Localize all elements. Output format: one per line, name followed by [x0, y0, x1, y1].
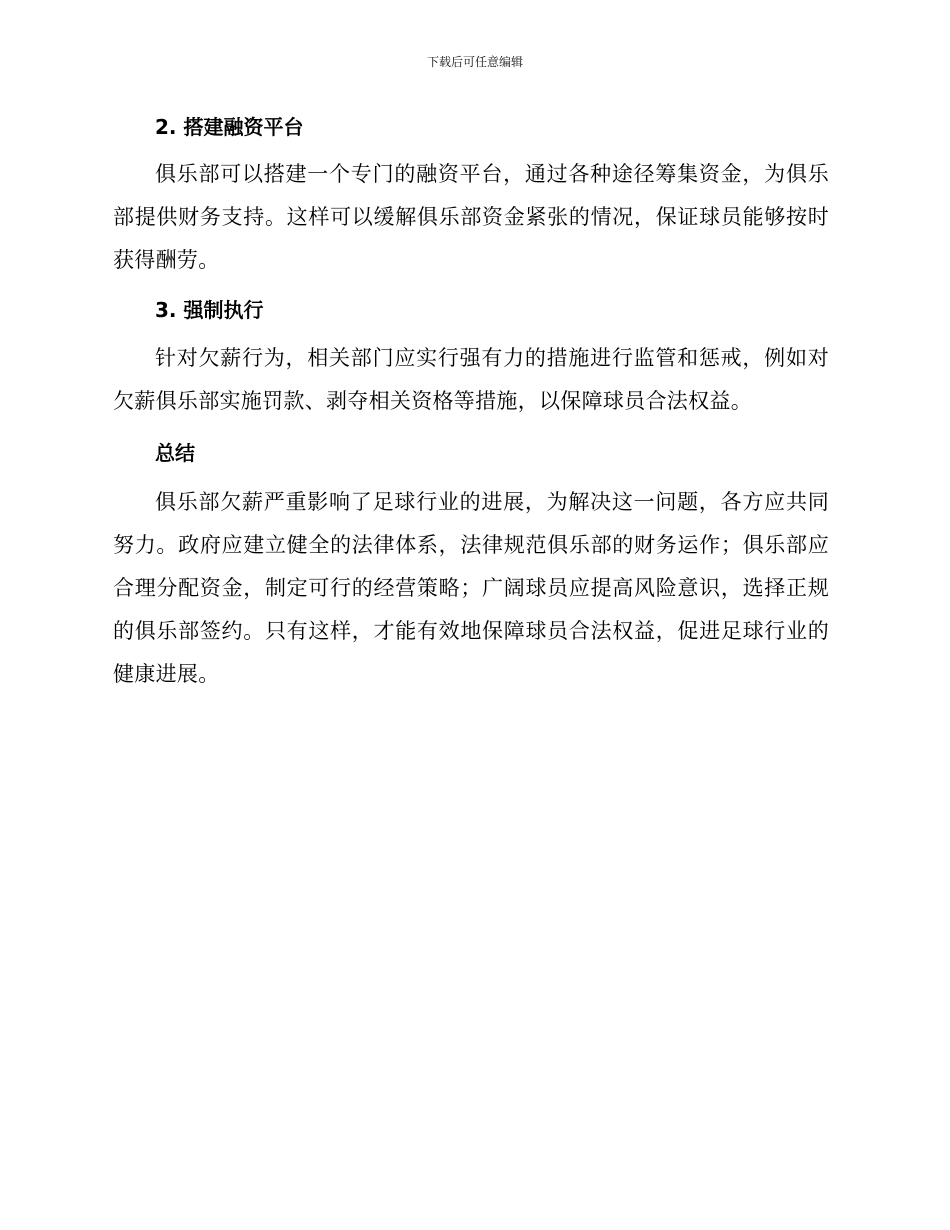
- section-heading-enforcement: 3. 强制执行: [155, 298, 264, 322]
- section-paragraph-summary: 俱乐部欠薪严重影响了足球行业的进展，为解决这一问题，各方应共同努力。政府应建立健全的法律体系，法律规范俱乐部的财务运作；俱乐部应合理分配资金，制定可行的经营策略；广阔球员应提高风险意识，选择正规的俱乐部签约。只有这样，才能有效地保障球员合法权益，促进足球行业的健康进展。: [113, 490, 829, 686]
- page-header-note: 下载后可任意编辑: [426, 55, 523, 69]
- section-heading-financing-platform: 2. 搭建融资平台: [155, 115, 304, 139]
- section-paragraph-financing-platform: 俱乐部可以搭建一个专门的融资平台，通过各种途径筹集资金，为俱乐部提供财务支持。这样可以缓解俱乐部资金紧张的情况，保证球员能够按时获得酬劳。: [113, 162, 829, 272]
- section-paragraph-enforcement: 针对欠薪行为，相关部门应实行强有力的措施进行监管和惩戒，例如对欠薪俱乐部实施罚款、剥夺相关资格等措施，以保障球员合法权益。: [113, 346, 829, 413]
- document-body: [113, 110, 829, 696]
- section-heading-summary: 总结: [155, 441, 195, 465]
